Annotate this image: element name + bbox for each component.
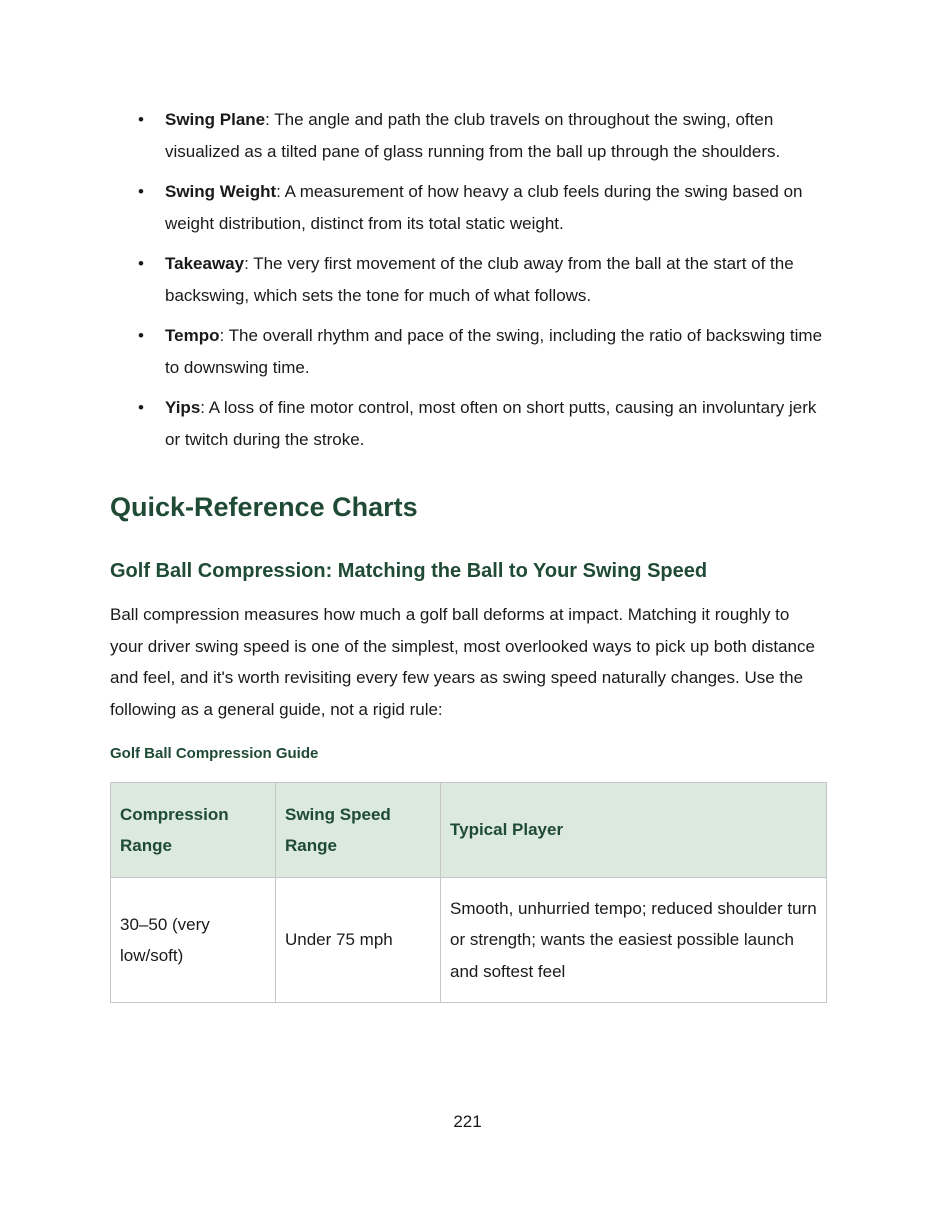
glossary-definition: : The overall rhythm and pace of the swing, including the ratio of backswing time to downswing time. — [165, 326, 823, 377]
bullet-icon: • — [138, 254, 144, 273]
glossary-term: Swing Weight — [165, 182, 277, 201]
column-header: Typical Player — [441, 783, 827, 878]
glossary-list — [110, 104, 826, 455]
table-caption: Golf Ball Compression Guide — [110, 745, 319, 762]
glossary-item — [110, 392, 826, 455]
glossary-item — [110, 104, 826, 167]
table-header-row — [111, 783, 827, 878]
subsection-heading: Golf Ball Compression: Matching the Ball to Your Swing Speed — [110, 560, 708, 582]
table-cell: 30–50 (very low/soft) — [111, 878, 276, 1003]
glossary-definition: : The very first movement of the club away from the ball at the start of the backswing, which sets the tone for much of what follows. — [165, 254, 794, 305]
glossary-term: Takeaway — [165, 254, 245, 273]
glossary-definition: : The angle and path the club travels on throughout the swing, often visualized as a tilted pane of glass running from the ball up through the shoulders. — [165, 110, 781, 161]
table-cell: Smooth, unhurried tempo; reduced shoulder turn or strength; wants the easiest possible launch and softest feel — [441, 878, 827, 1003]
glossary-term: Tempo — [165, 326, 220, 345]
glossary-item — [110, 176, 826, 239]
intro-paragraph: Ball compression measures how much a golf ball deforms at impact. Matching it roughly to your driver swing speed is one of the simplest, most overlooked ways to pick up both distance and feel, and it's worth revisiting every few years as swing speed naturally changes. Use the following as a general guide, not a rigid rule: — [110, 605, 815, 719]
column-header: Swing Speed Range — [276, 783, 441, 878]
glossary-term: Yips — [165, 398, 201, 417]
bullet-icon: • — [138, 110, 144, 129]
compression-guide-table — [110, 782, 827, 1003]
glossary-item — [110, 248, 826, 311]
section-heading: Quick-Reference Charts — [110, 492, 418, 522]
page-number: 221 — [453, 1112, 482, 1131]
table-cell: Under 75 mph — [276, 878, 441, 1003]
glossary-item — [110, 320, 826, 383]
document-page — [110, 104, 826, 1003]
bullet-icon: • — [138, 398, 144, 417]
glossary-definition: : A loss of fine motor control, most often on short putts, causing an involuntary jerk or twitch during the stroke. — [165, 398, 817, 449]
bullet-icon: • — [138, 326, 144, 345]
glossary-definition: : A measurement of how heavy a club feels during the swing based on weight distribution, distinct from its total static weight. — [165, 182, 803, 233]
column-header: Compression Range — [111, 783, 276, 878]
table-row — [111, 878, 827, 1003]
glossary-term: Swing Plane — [165, 110, 266, 129]
bullet-icon: • — [138, 182, 144, 201]
